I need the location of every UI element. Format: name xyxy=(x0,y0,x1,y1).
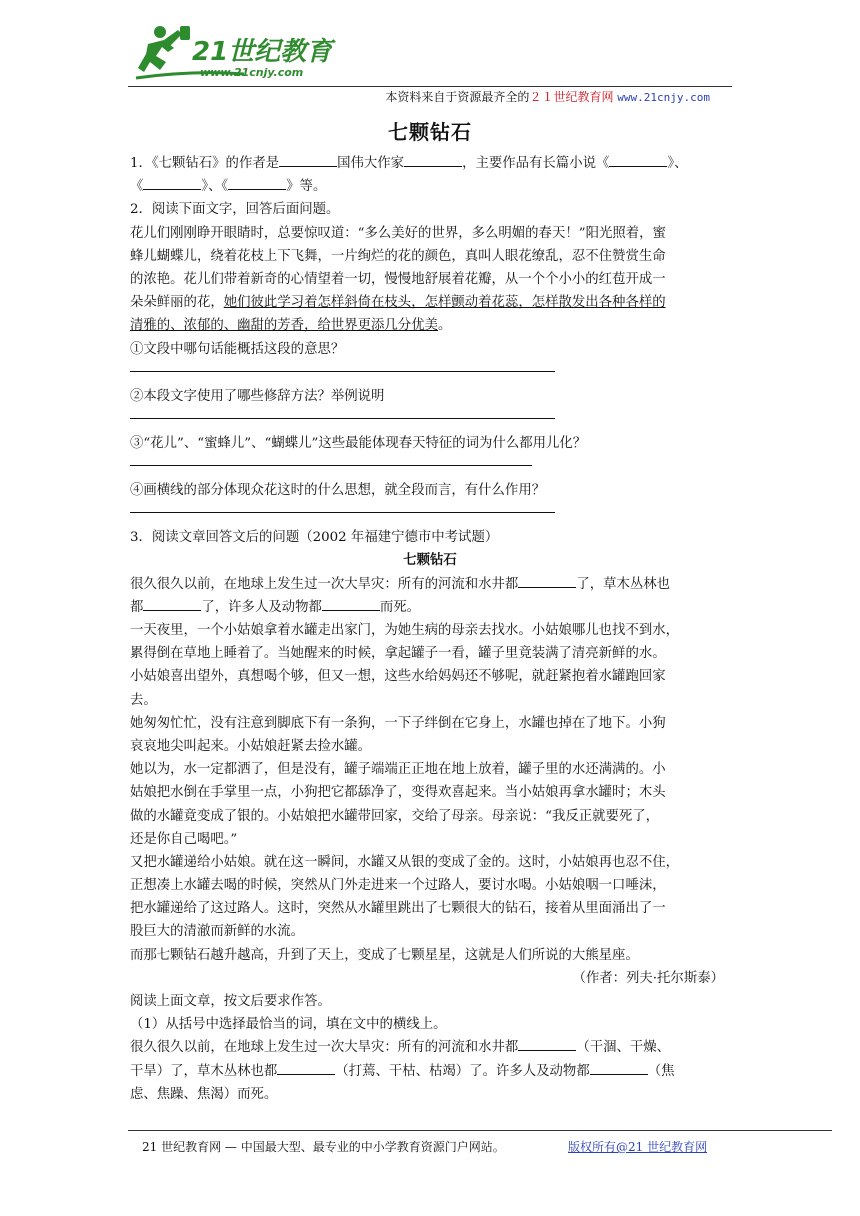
q1-text-f: 》、《 xyxy=(201,179,229,195)
answer-line xyxy=(130,455,532,466)
passage-line: 蜂儿蝴蝶儿，绕着花枝上下飞舞，一片绚烂的花的颜色，真叫人眼花缭乱，忍不住赞赏生命 xyxy=(130,248,666,264)
passage-text: 。 xyxy=(437,318,452,334)
sub-question-2: ②本段文字使用了哪些修辞方法？举例说明 xyxy=(130,388,385,404)
story-line: 把水罐递给了这过路人。这时，突然从水罐里跳出了七颗很大的钻石，接着从里面涌出了一 xyxy=(130,901,666,917)
question-3-intro: 3．阅读文章回答文后的问题（2002 年福建宁德市中考试题） xyxy=(130,530,499,546)
story-text: 都 xyxy=(130,599,144,615)
answer-line xyxy=(130,361,555,372)
passage-text: 朵朵鲜丽的花， xyxy=(130,295,224,311)
footer-divider xyxy=(128,1130,832,1131)
story-text: 了，草木丛林也 xyxy=(576,576,671,592)
fill-text: （干涸、干燥、 xyxy=(576,1040,671,1056)
header-note-url[interactable]: www.21cnjy.com xyxy=(617,91,710,104)
fill-line xyxy=(130,1036,730,1059)
answer-blank xyxy=(228,176,286,190)
story-line: 去。 xyxy=(130,692,157,708)
passage-line xyxy=(130,314,730,337)
runner-logo-icon xyxy=(134,22,344,82)
underlined-passage: 她们彼此学习着怎样斜倚在枝头，怎样颤动着花蕊，怎样散发出各种各样的 xyxy=(223,295,666,311)
story-line: 正想凑上水罐去喝的时候，突然从门外走进来一个过路人，要讨水喝。小姑娘咽一口唾沫， xyxy=(130,878,666,894)
story-line: 累得倒在草地上睡着了。当她醒来的时候，拿起罐子一看，罐子里竟装满了清亮新鲜的水。 xyxy=(130,646,666,662)
page-header xyxy=(128,22,732,104)
answer-line xyxy=(130,502,555,513)
question-1 xyxy=(130,152,730,175)
story-line: 又把水罐递给小姑娘。就在这一瞬间，水罐又从银的变成了金的。这时，小姑娘再也忍不住， xyxy=(130,854,680,870)
story-line xyxy=(130,596,730,619)
story-text: 而死。 xyxy=(379,599,421,615)
q1-text-e: 《 xyxy=(130,179,144,195)
header-note-prefix: 本资料来自于资源最齐全的 xyxy=(385,90,530,104)
logo-brand-text: 21世纪教育 xyxy=(192,37,333,67)
story-line xyxy=(130,573,730,596)
document-body xyxy=(130,152,730,1106)
page-title: 七颗钻石 xyxy=(388,120,472,144)
answer-blank xyxy=(404,153,462,167)
fill-line xyxy=(130,1060,730,1083)
answer-blank xyxy=(518,574,576,588)
sub-question-fill: （1）从括号中选择最恰当的词，填在文中的横线上。 xyxy=(130,1017,447,1033)
passage-line: 花儿们刚刚睁开眼睛时，总要惊叹道：“多么美好的世界，多么明媚的春天！”阳光照着，蜜 xyxy=(130,225,666,241)
fill-text: （打蔫、干枯、枯竭）了。许多人及动物都 xyxy=(335,1063,590,1079)
story-line: 哀哀地尖叫起来。小姑娘赶紧去捡水罐。 xyxy=(130,738,372,754)
story-line: 股巨大的清澈而新鲜的水流。 xyxy=(130,924,305,940)
story-line: 还是你自己喝吧。” xyxy=(130,831,238,847)
header-divider xyxy=(128,86,732,87)
answer-blank xyxy=(143,176,201,190)
passage-line xyxy=(130,291,730,314)
story-line: 而那七颗钻石越升越高，升到了天上，变成了七颗星星，这就是人们所说的大熊星座。 xyxy=(130,947,639,963)
answer-line xyxy=(130,408,555,419)
fill-text: 干旱）了，草木丛林也都 xyxy=(130,1063,278,1079)
story-text: 很久很久以前，在地球上发生过一次大旱灾：所有的河流和水井都 xyxy=(130,576,519,592)
answer-blank xyxy=(277,1061,335,1075)
answer-blank xyxy=(609,153,667,167)
fill-line: 虑、焦躁、焦渴）而死。 xyxy=(130,1086,278,1102)
passage-line: 的浓艳。花儿们带着新奇的心情望着一切，慢慢地舒展着花瓣，从一个个小小的红苞开成一 xyxy=(130,271,666,287)
answer-blank xyxy=(322,597,380,611)
answer-blank xyxy=(279,153,337,167)
sub-question-3: ③“花儿”、“蜜蜂儿”、“蝴蝶儿”这些最能体现春天特征的词为什么都用儿化？ xyxy=(130,435,587,451)
sub-question-4: ④画横线的部分体现众花这时的什么思想，就全段而言，有什么作用？ xyxy=(130,483,546,499)
story-title: 七颗钻石 xyxy=(403,553,457,569)
question-2-intro: 2．阅读下面文字，回答后面问题。 xyxy=(130,202,340,218)
task-instruction: 阅读上面文章，按文后要求作答。 xyxy=(130,994,331,1009)
q1-text-a: 1．《七颗钻石》的作者是 xyxy=(130,156,280,171)
question-1-cont xyxy=(130,175,730,198)
answer-blank xyxy=(518,1037,576,1051)
sub-question-1: ①文段中哪句话能概括这段的意思？ xyxy=(130,341,345,357)
answer-blank xyxy=(143,597,201,611)
header-note-brand: ２１世纪教育网 xyxy=(529,90,614,104)
footer-text: 21 世纪教育网 — 中国最大型、最专业的中小学教育资源门户网站。 xyxy=(142,1140,505,1154)
story-line: 做的水罐竟变成了银的。小姑娘把水罐带回家，交给了母亲。母亲说：“我反正就要死了， xyxy=(130,808,660,824)
q1-text-g: 》等。 xyxy=(286,179,327,195)
story-line: 她以为，水一定都洒了，但是没有，罐子端端正正地在地上放着，罐子里的水还满满的。小 xyxy=(130,762,666,778)
q1-text-d: 》、 xyxy=(667,156,688,171)
brand-logo[interactable] xyxy=(134,22,344,82)
story-line: 她匆匆忙忙，没有注意到脚底下有一条狗，一下子绊倒在它身上，水罐也掉在了地下。小狗 xyxy=(130,715,666,731)
underlined-passage: 清雅的、浓郁的、幽甜的芳香，给世界更添几分优美 xyxy=(130,318,438,334)
logo-url-text: www.21cnjy.com xyxy=(200,66,304,79)
fill-text: （焦 xyxy=(647,1063,675,1079)
story-line: 姑娘把水倒在手掌里一点，小狗把它都舔净了，变得欢喜起来。当小姑娘再拿水罐时；木头 xyxy=(130,785,666,801)
story-text: 了，许多人及动物都 xyxy=(201,599,322,615)
fill-text: 很久很久以前，在地球上发生过一次大旱灾：所有的河流和水井都 xyxy=(130,1040,519,1056)
answer-blank xyxy=(590,1061,648,1075)
story-line: 一天夜里，一个小姑娘拿着水罐走出家门，为她生病的母亲去找水。小姑娘哪儿也找不到水， xyxy=(130,623,680,638)
q1-text-c: ，主要作品有长篇小说《 xyxy=(462,156,610,171)
story-author: （作者：列夫·托尔斯泰） xyxy=(572,970,724,986)
footer-copyright-link[interactable]: 版权所有@21 世纪教育网 xyxy=(568,1140,708,1154)
q1-text-b: 国伟大作家 xyxy=(337,156,405,171)
header-source-note xyxy=(385,88,710,105)
story-line: 小姑娘喜出望外，真想喝个够，但又一想，这些水给妈妈还不够呢，就赶紧抱着水罐跑回家 xyxy=(130,669,666,685)
